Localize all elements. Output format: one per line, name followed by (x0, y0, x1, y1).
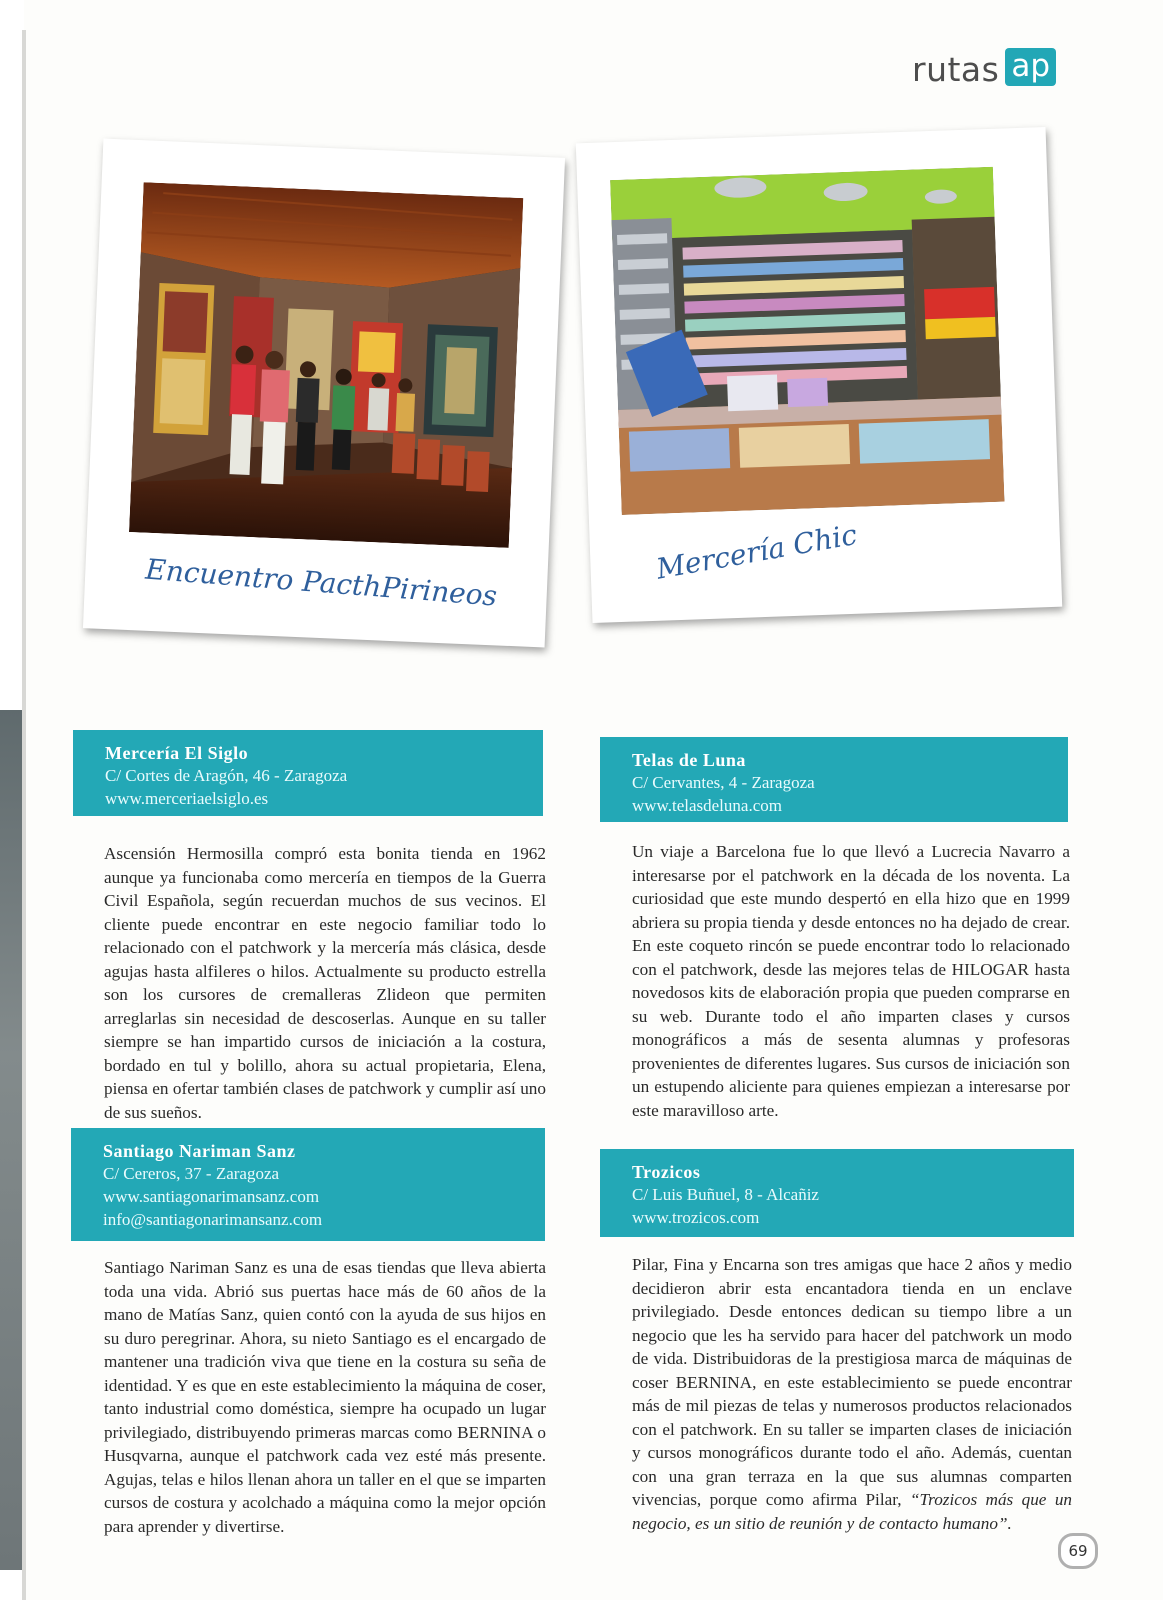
shop-address: C/ Cortes de Aragón, 46 - Zaragoza (105, 766, 348, 785)
shop-description-body: Pilar, Fina y Encarna son tres amigas que hace 2 años y medio decidieron abrir esta encantadora tienda en un enclave privilegiado. Desde entonces dedican su tiempo libre a un negocio que les ha servido para hacer del patchwork un modo de vida. Distribuidoras de la prestigiosa marca de máquinas de coser BERNINA, en este establecimiento se puede encontrar más de mil piezas de telas y numerosos productos relacionados con el patchwork. En su taller se imparten clases de iniciación y cursos monográficos durante todo el año. Además, cuentan con una gran terraza en la que sus alumnas comparten vivencias, porque como afirma Pilar, (632, 1255, 1072, 1509)
shop-name: Mercería El Siglo (105, 743, 249, 763)
photo-caption: Mercería Chic (653, 517, 860, 586)
photo-shop-interior (610, 167, 1004, 515)
shop-website[interactable]: www.trozicos.com (632, 1208, 760, 1227)
shop-email[interactable]: info@santiagonarimansanz.com (103, 1210, 323, 1229)
gutter-shadow (22, 30, 26, 1600)
shop-quote: “Trozicos más que un negocio, es un sitio de reunión y de contacto humano”. (632, 1490, 1073, 1533)
shop-website[interactable]: www.merceriaelsiglo.es (105, 789, 269, 808)
shop-description (632, 1253, 1072, 1535)
shop-address: C/ Cereros, 37 - Zaragoza (103, 1164, 280, 1183)
shop-name: Trozicos (632, 1162, 701, 1182)
section-logo (912, 46, 1056, 89)
shop-description: Un viaje a Barcelona fue lo que llevó a Lucrecia Navarro a interesarse por el patchwork en la década de los noventa. La curiosidad que este mundo despertó en ella hizo que en 1999 abriera su propia tienda y desde entonces no ha dejado de crear. En este coqueto rincón se puede encontrar todo lo relacionado con el patchwork, desde las mejores telas de HILOGAR hasta novedosos kits de elaboración propia que pueden comprarse en su web. Durante todo el año imparten clases y cursos monográficos a más de sesenta alumnas y profesoras provenientes de diferentes lugares. Sus cursos de iniciación son un estupendo aliciente para quienes empiezan a interesarse por este maravilloso arte. (632, 842, 1070, 1120)
shop-address: C/ Cervantes, 4 - Zaragoza (632, 773, 815, 792)
photo-exhibition-hall (129, 182, 523, 548)
page-number: 69 (1058, 1533, 1098, 1569)
shop-header-telas-de-luna (600, 737, 1068, 822)
shop-name: Santiago Nariman Sanz (103, 1141, 296, 1161)
shop-description: Santiago Nariman Sanz es una de esas tiendas que lleva abierta toda una vida. Abrió sus puertas hace más de 60 años de la mano de Matías Sanz, quien contó con la ayuda de sus hijos en su duro peregrinar. Ahora, su nieto Santiago es el encargado de mantener una tradición viva que tiene en la costura su seña de identidad. Y es que en este establecimiento la máquina de coser, tanto industrial como doméstica, siempre ha ocupado un lugar privilegiado, distribuyendo primeras marcas como BERNINA o Husqvarna, aunque el patchwork cada vez esté más presente. Agujas, telas e hilos llenan ahora un taller en el que se imparten cursos de costura y acolchado a máquina como la mejor opción para aprender y divertirse. (104, 1258, 546, 1536)
shop-header-trozicos (600, 1149, 1074, 1237)
shop-header-merceria-el-siglo (73, 730, 543, 816)
shop-website[interactable]: www.santiagonarimansanz.com (103, 1187, 320, 1206)
facing-page-edge (0, 710, 22, 1570)
shop-name: Telas de Luna (632, 750, 746, 770)
shop-website[interactable]: www.telasdeluna.com (632, 796, 782, 815)
logo-word: rutas (912, 50, 1000, 89)
polaroid-merceria-chic (576, 127, 1062, 623)
shop-header-santiago-nariman-sanz (71, 1128, 545, 1241)
shop-description: Ascensión Hermosilla compró esta bonita tienda en 1962 aunque ya funcionaba como mercería en tiempos de la Guerra Civil Española, según recuerdan muchos de sus vecinos. El cliente puede encontrar en este negocio familiar todo lo relacionado con el patchwork y la mercería más clásica, desde agujas hasta alfileres o hilos. Actualmente su producto estrella son los cursores de cremalleras Zlideon que permiten arreglarlas sin necesidad de descoserlas. Aunque en su taller siempre se han impartido cursos de iniciación a la costura, bordado en tul y bolillo, ahora su actual propietaria, Elena, piensa en ofertar también clases de patchwork y cumplir así uno de sus sueños. (104, 844, 546, 1122)
shop-address: C/ Luis Buñuel, 8 - Alcañiz (632, 1185, 819, 1204)
logo-badge: ap (1005, 48, 1056, 86)
photo-caption: Encuentro PacthPirineos (144, 552, 499, 613)
polaroid-encuentro (83, 139, 565, 648)
